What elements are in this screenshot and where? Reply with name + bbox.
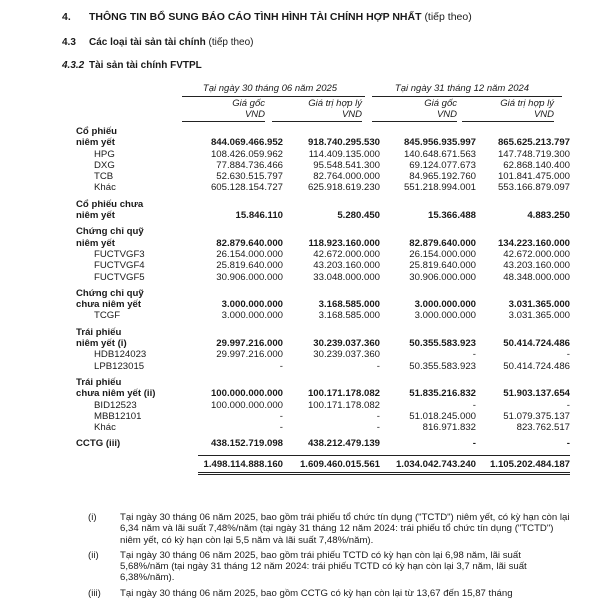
cell-value <box>283 226 380 237</box>
table-row <box>76 388 570 399</box>
cell-value: 4.883.250 <box>527 210 570 222</box>
cell-value: 33.048.000.000 <box>313 271 380 283</box>
table-row <box>76 310 570 321</box>
table-row <box>76 338 570 349</box>
cell-value: 100.000.000.000 <box>210 399 283 411</box>
row-label: niêm yết <box>76 137 115 149</box>
cell-value: 1.034.042.743.240 <box>380 455 476 473</box>
row-label: TCGF <box>94 310 121 322</box>
cell-value: - <box>279 422 283 434</box>
row-label: FUCTVGF3 <box>94 248 145 260</box>
cell-value: 100.171.178.082 <box>307 388 380 400</box>
table-row <box>76 137 570 148</box>
cell-value: 865.625.213.797 <box>497 137 570 149</box>
cell-value <box>476 126 570 137</box>
cell-value <box>283 288 380 299</box>
cell-value: 100.000.000.000 <box>210 388 283 400</box>
table-row <box>76 126 570 137</box>
column-header-rule <box>462 121 554 122</box>
period-rule <box>182 96 365 97</box>
subsection-title: Các loại tài sản tài chính <box>89 37 206 48</box>
table-row <box>76 422 570 433</box>
cell-value: 3.168.585.000 <box>318 299 380 311</box>
cell-value: 30.239.037.360 <box>313 349 380 361</box>
cell-value: 15.366.488 <box>427 210 476 222</box>
cell-value: 1.498.114.888.160 <box>198 455 283 473</box>
cell-value: 51.835.216.832 <box>409 388 476 400</box>
cell-value <box>198 288 283 299</box>
section-heading <box>62 11 472 23</box>
cell-value: 147.748.719.300 <box>497 148 570 160</box>
cell-value: 438.152.719.098 <box>210 438 283 450</box>
row-label: FUCTVGF4 <box>94 260 145 272</box>
column-header-rule <box>182 121 265 122</box>
row-label: MBB12101 <box>94 410 142 422</box>
cell-value: - <box>472 438 476 450</box>
cell-value <box>198 126 283 137</box>
footnote-marker: (i) <box>88 512 97 523</box>
table-row <box>76 182 570 193</box>
cell-value: - <box>566 438 570 450</box>
cell-value: 50.355.583.923 <box>409 338 476 350</box>
cell-value <box>380 377 476 388</box>
row-label: Trái phiếu <box>76 326 122 338</box>
table-row <box>76 210 570 221</box>
cell-value <box>198 377 283 388</box>
cell-value: 816.971.832 <box>422 422 476 434</box>
table-row <box>76 260 570 271</box>
cell-value <box>198 226 283 237</box>
cell-value: 43.203.160.000 <box>313 260 380 272</box>
cell-value: 43.203.160.000 <box>503 260 570 272</box>
table-row <box>76 238 570 249</box>
cell-value: 51.018.245.000 <box>409 410 476 422</box>
cell-value: 3.000.000.000 <box>414 310 476 322</box>
cell-value: 108.426.059.962 <box>210 148 283 160</box>
table-row <box>76 411 570 422</box>
cell-value: 3.031.365.000 <box>508 299 570 311</box>
cell-value: 82.764.000.000 <box>313 171 380 183</box>
table-row <box>76 171 570 182</box>
cell-value: 30.239.037.360 <box>313 338 380 350</box>
cell-value: 845.956.935.997 <box>403 137 476 149</box>
table-row <box>76 199 570 210</box>
cell-value: 15.846.110 <box>235 210 283 222</box>
cell-value: 42.672.000.000 <box>313 248 380 260</box>
cell-value <box>198 327 283 338</box>
subsubsection-heading <box>62 60 202 71</box>
cell-value: 100.171.178.082 <box>307 399 380 411</box>
table-row <box>76 160 570 171</box>
footnote-marker: (iii) <box>88 587 101 599</box>
table-row <box>76 149 570 160</box>
cell-value <box>380 327 476 338</box>
row-label: Khác <box>94 422 116 434</box>
row-label: chưa niêm yết (ii) <box>76 388 156 400</box>
table-row <box>76 327 570 338</box>
row-label: Cổ phiếu chưa <box>76 198 144 210</box>
cell-value <box>283 199 380 210</box>
cell-value: 918.740.295.530 <box>307 137 380 149</box>
column-header: Giá gốc VND <box>232 98 265 120</box>
cell-value <box>283 377 380 388</box>
cell-value: 844.069.466.952 <box>210 137 283 149</box>
footnote-text: Tại ngày 30 tháng 06 năm 2025, bao gồm CCTG có kỳ hạn còn lại từ 13,67 đến 15,87 tháng <box>120 587 513 599</box>
cell-value: 48.348.000.000 <box>503 271 570 283</box>
column-header: Giá trị hợp lý VND <box>308 98 362 120</box>
footnote <box>90 512 570 546</box>
cell-value: 30.906.000.000 <box>409 271 476 283</box>
cell-value: 77.884.736.466 <box>216 159 283 171</box>
footnote-text: Tại ngày 30 tháng 06 năm 2025, bao gồm trái phiếu tổ chức tín dụng ("TCTD") niêm yết, có kỳ hạn còn lại 6,34 năm và lãi suất 7,48%/năm (tại ngày 31 tháng 12 năm 2024: trái phiếu tổ chức tín dụng ("TCTD") niêm yết, có kỳ hạn còn lại 5,5 năm và lãi suất 7,48%/năm). <box>120 512 570 546</box>
table-row <box>76 438 570 449</box>
cell-value: 1.105.202.484.187 <box>476 455 570 473</box>
cell-value: - <box>376 410 380 422</box>
row-label: Chứng chỉ quỹ <box>76 287 144 299</box>
row-label: Trái phiếu <box>76 376 122 388</box>
row-label: Khác <box>94 182 116 194</box>
table-row <box>76 377 570 388</box>
table-row <box>76 288 570 299</box>
table-row <box>76 272 570 283</box>
cell-value: 69.124.077.673 <box>409 159 476 171</box>
cell-value: 50.355.583.923 <box>409 360 476 372</box>
section-number: 4. <box>62 11 71 23</box>
cell-value: 140.648.671.563 <box>403 148 476 160</box>
cell-value <box>198 199 283 210</box>
period-rule <box>372 96 562 97</box>
cell-value: 26.154.000.000 <box>216 248 283 260</box>
cell-value: 25.819.640.000 <box>409 260 476 272</box>
cell-value: 3.000.000.000 <box>221 310 283 322</box>
cell-value: - <box>279 410 283 422</box>
table-row <box>76 349 570 360</box>
section-title: THÔNG TIN BỔ SUNG BÁO CÁO TÌNH HÌNH TÀI CHÍNH HỢP NHẤT <box>89 11 422 23</box>
footnotes <box>90 512 570 603</box>
row-label: niêm yết <box>76 237 115 249</box>
footnote <box>90 550 570 584</box>
row-label: FUCTVGF5 <box>94 271 145 283</box>
cell-value: 551.218.994.001 <box>403 182 476 194</box>
cell-value: - <box>566 349 570 361</box>
subsection-heading <box>62 37 254 48</box>
cell-value: 62.868.140.400 <box>503 159 570 171</box>
cell-value: 438.212.479.139 <box>307 438 380 450</box>
row-label: CCTG (iii) <box>76 438 121 450</box>
cell-value: 118.923.160.000 <box>308 237 380 249</box>
row-label: TCB <box>94 171 114 183</box>
column-header: Giá gốc VND <box>424 98 457 120</box>
cell-value: - <box>472 399 476 411</box>
cell-value: 3.031.365.000 <box>508 310 570 322</box>
row-label: LPB123015 <box>94 360 145 372</box>
footnote-text: Tại ngày 30 tháng 06 năm 2025, bao gồm trái phiếu TCTD có kỳ hạn còn lại 6,98 năm, lãi suất 5,68%/năm (tại ngày 31 tháng 12 năm 2024: trái phiếu TCTD có kỳ hạn còn lại 3,7 năm, lãi suất 6,38%/năm). <box>120 549 527 584</box>
table-row <box>76 400 570 411</box>
row-label: niêm yết (i) <box>76 338 127 350</box>
cell-value: 29.997.216.000 <box>216 349 283 361</box>
cell-value: 84.965.192.760 <box>409 171 476 183</box>
column-header-rule <box>272 121 362 122</box>
subsubsection-title: Tài sản tài chính FVTPL <box>89 60 202 71</box>
table-row <box>76 226 570 237</box>
cell-value: 30.906.000.000 <box>216 271 283 283</box>
cell-value: 26.154.000.000 <box>409 248 476 260</box>
cell-value: - <box>376 422 380 434</box>
cell-value: 50.414.724.486 <box>503 360 570 372</box>
cell-value: 3.168.585.000 <box>318 310 380 322</box>
cell-value: - <box>566 399 570 411</box>
cell-value: 25.819.640.000 <box>216 260 283 272</box>
cell-value: 51.903.137.654 <box>503 388 570 400</box>
cell-value <box>476 199 570 210</box>
cell-value <box>380 199 476 210</box>
cell-value <box>476 377 570 388</box>
cell-value: 82.879.640.000 <box>216 237 283 249</box>
cell-value <box>380 288 476 299</box>
column-header: Giá trị hợp lý VND <box>500 98 554 120</box>
row-label <box>76 455 198 473</box>
cell-value <box>380 126 476 137</box>
column-header-rule <box>372 121 457 122</box>
row-label: DXG <box>94 159 115 171</box>
total-row <box>76 455 570 473</box>
row-label: HPG <box>94 148 115 160</box>
section-suffix: (tiếp theo) <box>424 11 472 23</box>
footnote <box>90 588 570 599</box>
cell-value: 95.548.541.300 <box>313 159 380 171</box>
row-label: BID12523 <box>94 399 137 411</box>
cell-value: 50.414.724.486 <box>503 338 570 350</box>
table-row <box>76 249 570 260</box>
cell-value: 5.280.450 <box>337 210 380 222</box>
fvtpl-assets-table <box>76 126 570 475</box>
row-label: Chứng chỉ quỹ <box>76 226 144 238</box>
cell-value <box>476 288 570 299</box>
subsubsection-number: 4.3.2 <box>62 60 85 71</box>
cell-value: 82.879.640.000 <box>409 237 476 249</box>
cell-value: 3.000.000.000 <box>414 299 476 311</box>
cell-value: 134.223.160.000 <box>497 237 570 249</box>
cell-value <box>476 226 570 237</box>
cell-value: 605.128.154.727 <box>210 182 283 194</box>
cell-value <box>283 126 380 137</box>
table-row <box>76 299 570 310</box>
cell-value: 625.918.619.230 <box>307 182 380 194</box>
cell-value: - <box>472 349 476 361</box>
subsection-number: 4.3 <box>62 37 76 48</box>
row-label: niêm yết <box>76 210 115 222</box>
cell-value: 553.166.879.097 <box>497 182 570 194</box>
cell-value: 52.630.515.797 <box>216 171 283 183</box>
period-header: Tại ngày 31 tháng 12 năm 2024 <box>394 83 530 94</box>
cell-value <box>476 327 570 338</box>
footnote-marker: (ii) <box>88 549 99 561</box>
period-headers <box>0 83 600 97</box>
cell-value: 823.762.517 <box>516 422 570 434</box>
cell-value: 42.672.000.000 <box>503 248 570 260</box>
cell-value: 29.997.216.000 <box>216 338 283 350</box>
row-label: HDB124023 <box>94 349 147 361</box>
row-label: chưa niêm yết <box>76 299 142 311</box>
cell-value: 114.409.135.000 <box>308 148 380 160</box>
subsection-suffix: (tiếp theo) <box>208 37 254 48</box>
cell-value <box>380 226 476 237</box>
cell-value: - <box>376 360 380 372</box>
cell-value: - <box>279 360 283 372</box>
row-label: Cổ phiếu <box>76 126 118 137</box>
cell-value: 3.000.000.000 <box>221 299 283 311</box>
period-header: Tại ngày 30 tháng 06 năm 2025 <box>202 83 338 94</box>
cell-value: 51.079.375.137 <box>503 410 570 422</box>
cell-value: 1.609.460.015.561 <box>283 455 380 473</box>
cell-value <box>283 327 380 338</box>
cell-value: 101.841.475.000 <box>497 171 570 183</box>
table-row <box>76 361 570 372</box>
